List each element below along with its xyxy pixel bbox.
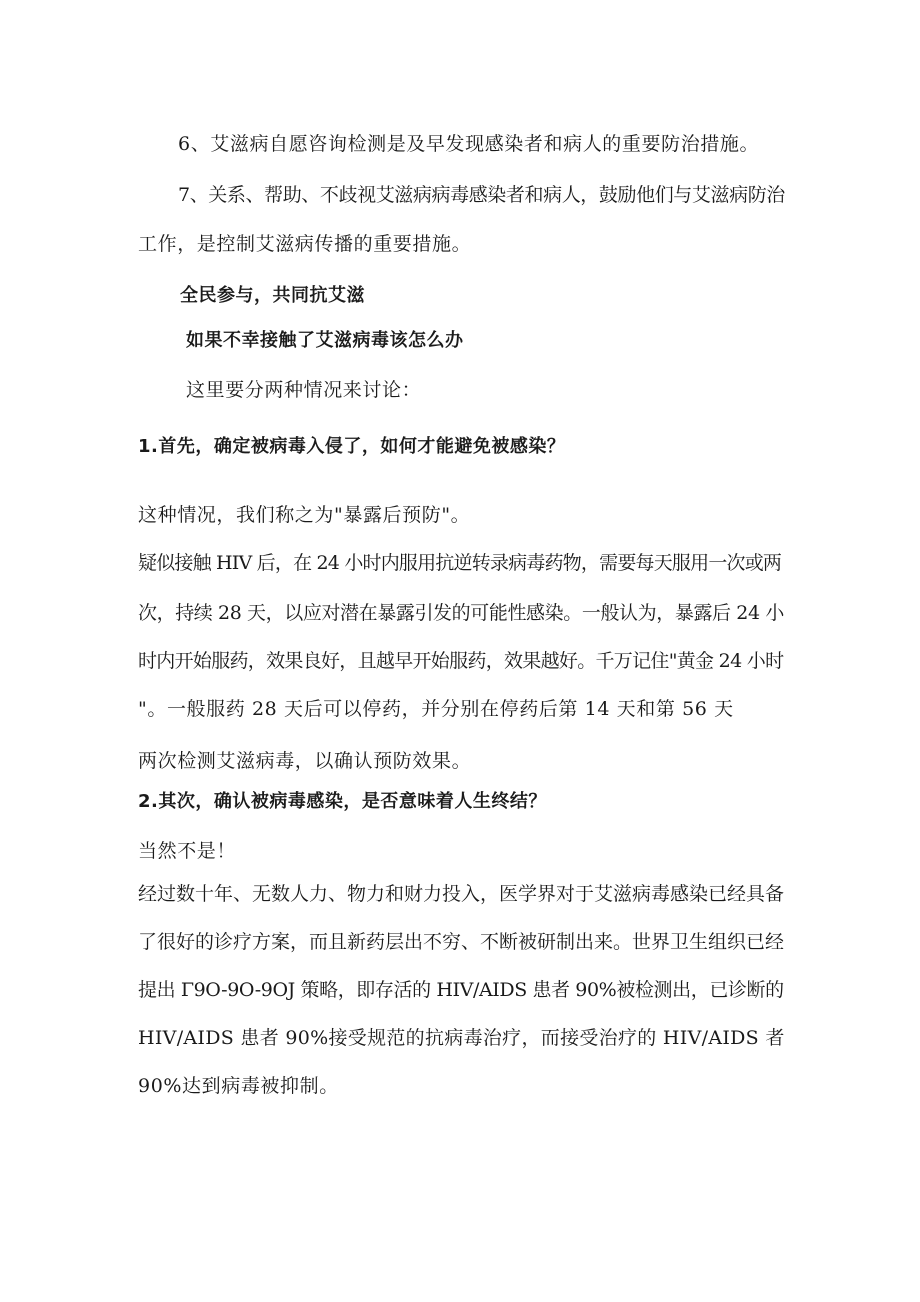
question-2-heading: 2.其次，确认被病毒感染，是否意味着人生终结？ <box>138 791 547 812</box>
q1-paragraph-3: 两次检测艾滋病毒，以确认预防效果。 <box>138 750 472 772</box>
q2-paragraph-2-line-2: 了很好的诊疗方案，而且新药层出不穷、不断被研制出来。世界卫生组织已经 <box>138 931 785 953</box>
q2-paragraph-1: 当然不是！ <box>138 840 237 862</box>
q1-paragraph-2-line-3: 时内开始服药，效果良好，且越早开始服药，效果越好。千万记住"黄金 24 小时 <box>138 650 784 672</box>
q1-paragraph-2-line-2: 次，持续 28 天，以应对潜在暴露引发的可能性感染。一般认为，暴露后 24 小 <box>138 602 784 624</box>
q2-paragraph-2-line-3: 提出 Γ9O-9O-9OJ 策略，即存活的 HIV/AIDS 患者 90%被检测出，已诊断的 <box>138 979 784 1001</box>
q1-paragraph-1: 这种情况，我们称之为"暴露后预防"。 <box>138 504 471 526</box>
item-7-line-1: 7、关系、帮助、不歧视艾滋病病毒感染者和病人，鼓励他们与艾滋病防治 <box>178 184 785 206</box>
intro-text: 这里要分两种情况来讨论： <box>186 379 422 401</box>
q2-paragraph-2-line-5: 90%达到病毒被抑制。 <box>138 1075 339 1097</box>
item-7-line-2: 工作，是控制艾滋病传播的重要措施。 <box>138 233 472 255</box>
question-1-heading: 1.首先，确定被病毒入侵了，如何才能避免被感染？ <box>138 436 566 457</box>
q2-paragraph-2-line-4: HIV/AIDS 患者 90%接受规范的抗病毒治疗，而接受治疗的 HIV/AIDS 者 <box>138 1027 785 1049</box>
item-6: 6、艾滋病自愿咨询检测是及早发现感染者和病人的重要防治措施。 <box>178 133 760 155</box>
q1-paragraph-2-line-4: "。一般服药 28 天后可以停药，并分别在停药后第 14 天和第 56 天 <box>138 698 734 720</box>
contact-heading: 如果不幸接触了艾滋病毒该怎么办 <box>186 330 464 351</box>
slogan: 全民参与，共同抗艾滋 <box>180 285 365 306</box>
q2-paragraph-2-line-1: 经过数十年、无数人力、物力和财力投入，医学界对于艾滋病毒感染已经具备 <box>138 883 785 905</box>
q1-paragraph-2-line-1: 疑似接触 HIV 后，在 24 小时内服用抗逆转录病毒药物，需要每天服用一次或两 <box>138 552 782 574</box>
